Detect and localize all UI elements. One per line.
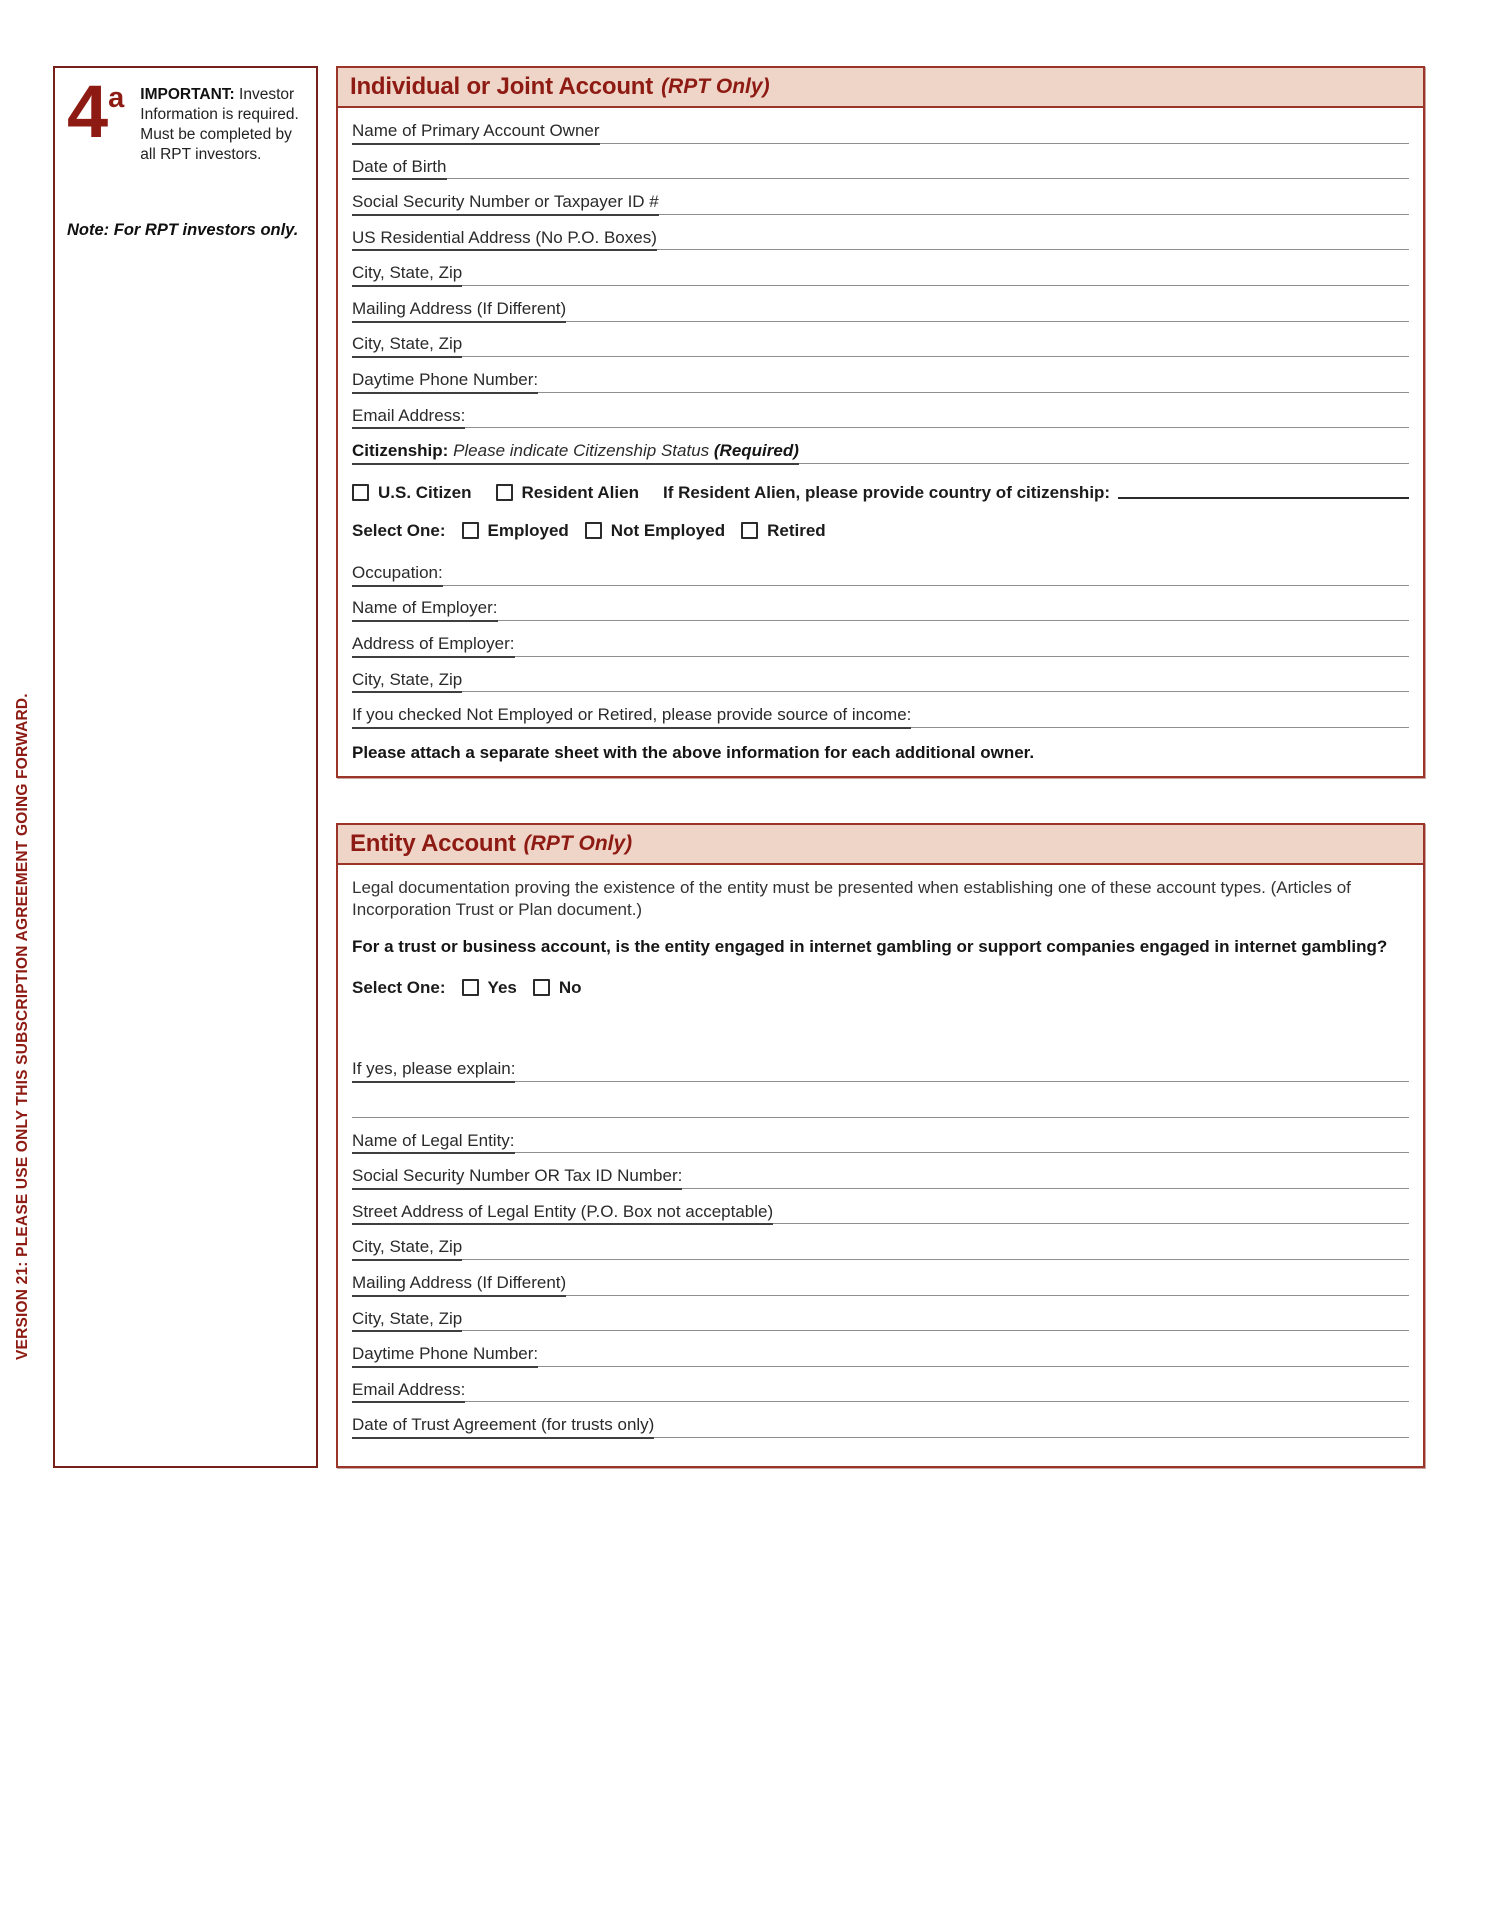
field-name-of-employer[interactable]: [352, 586, 1409, 622]
field-ssn-or-taxpayer-id[interactable]: [352, 179, 1409, 215]
step-header: [55, 68, 316, 165]
field-label: Date of Birth: [352, 158, 447, 181]
field-label: Name of Primary Account Owner: [352, 122, 600, 145]
spacer: [352, 1007, 1409, 1047]
field-label: Daytime Phone Number:: [352, 371, 538, 394]
field-label: Address of Employer:: [352, 635, 515, 658]
citizenship-heading-row: [352, 428, 1409, 464]
employed-label: Employed: [487, 520, 569, 540]
citizenship-heading: [352, 442, 799, 465]
important-label: IMPORTANT:: [140, 86, 235, 103]
gambling-yes-no-row: [352, 969, 1409, 1007]
employment-prompt: Select One:: [352, 520, 446, 540]
field-label: City, State, Zip: [352, 335, 462, 358]
field-entity-city-state-zip-2[interactable]: [352, 1296, 1409, 1332]
field-daytime-phone[interactable]: [352, 357, 1409, 393]
checkbox-yes[interactable]: [462, 979, 479, 996]
field-label: Occupation:: [352, 564, 443, 587]
rpt-note: Note: For RPT investors only.: [67, 221, 299, 239]
field-city-state-zip-1[interactable]: [352, 250, 1409, 286]
field-address-of-employer[interactable]: [352, 621, 1409, 657]
checkbox-resident-alien[interactable]: [496, 484, 513, 501]
field-name-of-legal-entity[interactable]: [352, 1118, 1409, 1154]
field-employer-city-state-zip[interactable]: [352, 657, 1409, 693]
gambling-question: For a trust or business account, is the entity engaged in internet gambling or support companies engaged in internet gambling?: [352, 937, 1388, 956]
checkbox-employed[interactable]: [462, 522, 479, 539]
citizenship-instruction: Please indicate Citizenship Status: [448, 441, 714, 461]
entity-panel-title: Entity Account: [350, 830, 516, 857]
field-mailing-address[interactable]: [352, 286, 1409, 322]
resident-alien-followup: If Resident Alien, please provide country of citizenship:: [662, 482, 1111, 502]
field-label: If you checked Not Employed or Retired, please provide source of income:: [352, 706, 911, 729]
field-label: Mailing Address (If Different): [352, 1274, 566, 1297]
field-entity-city-state-zip-1[interactable]: [352, 1224, 1409, 1260]
field-us-residential-address[interactable]: [352, 215, 1409, 251]
field-label: Date of Trust Agreement (for trusts only): [352, 1416, 654, 1439]
field-label: Social Security Number OR Tax ID Number:: [352, 1167, 682, 1190]
field-date-of-trust-agreement[interactable]: [352, 1402, 1409, 1438]
important-body: Investor Information is required. Must be completed by all RPT investors.: [140, 86, 299, 163]
field-label: Email Address:: [352, 1381, 465, 1404]
attach-separate-sheet-note: Please attach a separate sheet with the above information for each additional owner.: [352, 742, 1035, 762]
individual-panel-tag: (RPT Only): [661, 75, 770, 98]
checkbox-no[interactable]: [533, 979, 550, 996]
entity-intro-text: Legal documentation proving the existence of the entity must be presented when establishing one of these account types. (Articles of Incorporation Trust or Plan document.): [352, 878, 1351, 919]
checkbox-retired[interactable]: [741, 522, 758, 539]
resident-alien-label: Resident Alien: [521, 482, 639, 502]
retired-label: Retired: [767, 520, 826, 540]
field-label: City, State, Zip: [352, 671, 462, 694]
field-label: US Residential Address (No P.O. Boxes): [352, 229, 657, 252]
individual-panel-title: Individual or Joint Account: [350, 73, 654, 100]
not-employed-label: Not Employed: [610, 520, 726, 540]
individual-joint-account-panel: [336, 66, 1425, 778]
field-name-of-primary-account-owner[interactable]: [352, 108, 1409, 144]
field-label: Mailing Address (If Different): [352, 300, 566, 323]
explain-continuation-line[interactable]: [352, 1082, 1409, 1118]
step-letter: a: [108, 82, 125, 114]
citizenship-label: Citizenship:: [352, 441, 449, 461]
step-number: 4: [67, 70, 106, 153]
field-label: If yes, please explain:: [352, 1060, 515, 1083]
entity-account-panel: [336, 823, 1425, 1468]
checkbox-not-employed[interactable]: [585, 522, 602, 539]
field-label: Name of Employer:: [352, 599, 498, 622]
yes-label: Yes: [487, 977, 517, 997]
us-citizen-label: U.S. Citizen: [378, 482, 472, 502]
entity-select-prompt: Select One:: [352, 977, 446, 997]
entity-panel-header: [338, 825, 1423, 865]
individual-panel-header: [338, 68, 1423, 108]
field-street-address-legal-entity[interactable]: [352, 1189, 1409, 1225]
field-label: City, State, Zip: [352, 1310, 462, 1333]
field-label: Social Security Number or Taxpayer ID #: [352, 193, 659, 216]
field-label: Email Address:: [352, 407, 465, 430]
field-date-of-birth[interactable]: [352, 144, 1409, 180]
field-entity-daytime-phone[interactable]: [352, 1331, 1409, 1367]
field-label: Name of Legal Entity:: [352, 1132, 515, 1155]
field-source-of-income[interactable]: [352, 692, 1409, 728]
entity-panel-tag: (RPT Only): [523, 832, 633, 855]
field-label: City, State, Zip: [352, 1238, 462, 1261]
step-4a-panel: [53, 66, 318, 1468]
field-city-state-zip-2[interactable]: [352, 322, 1409, 358]
field-label: Street Address of Legal Entity (P.O. Box not acceptable): [352, 1203, 773, 1226]
field-label: Daytime Phone Number:: [352, 1345, 538, 1368]
country-of-citizenship-input[interactable]: [1118, 486, 1409, 499]
field-entity-email-address[interactable]: [352, 1367, 1409, 1403]
field-label: City, State, Zip: [352, 264, 462, 287]
field-if-yes-explain[interactable]: [352, 1047, 1409, 1083]
employment-status-row: [352, 512, 1409, 550]
citizenship-options-row: [352, 474, 1409, 512]
field-ssn-or-tax-id[interactable]: [352, 1153, 1409, 1189]
no-label: No: [558, 977, 582, 997]
field-entity-mailing-address[interactable]: [352, 1260, 1409, 1296]
step-important-text: [140, 85, 308, 165]
version-margin-note: VERSION 21: PLEASE USE ONLY THIS SUBSCRIPTION AGREEMENT GOING FORWARD.: [14, 693, 31, 1360]
field-email-address[interactable]: [352, 393, 1409, 429]
checkbox-us-citizen[interactable]: [352, 484, 369, 501]
citizenship-required: (Required): [713, 441, 799, 461]
field-occupation[interactable]: [352, 550, 1409, 586]
